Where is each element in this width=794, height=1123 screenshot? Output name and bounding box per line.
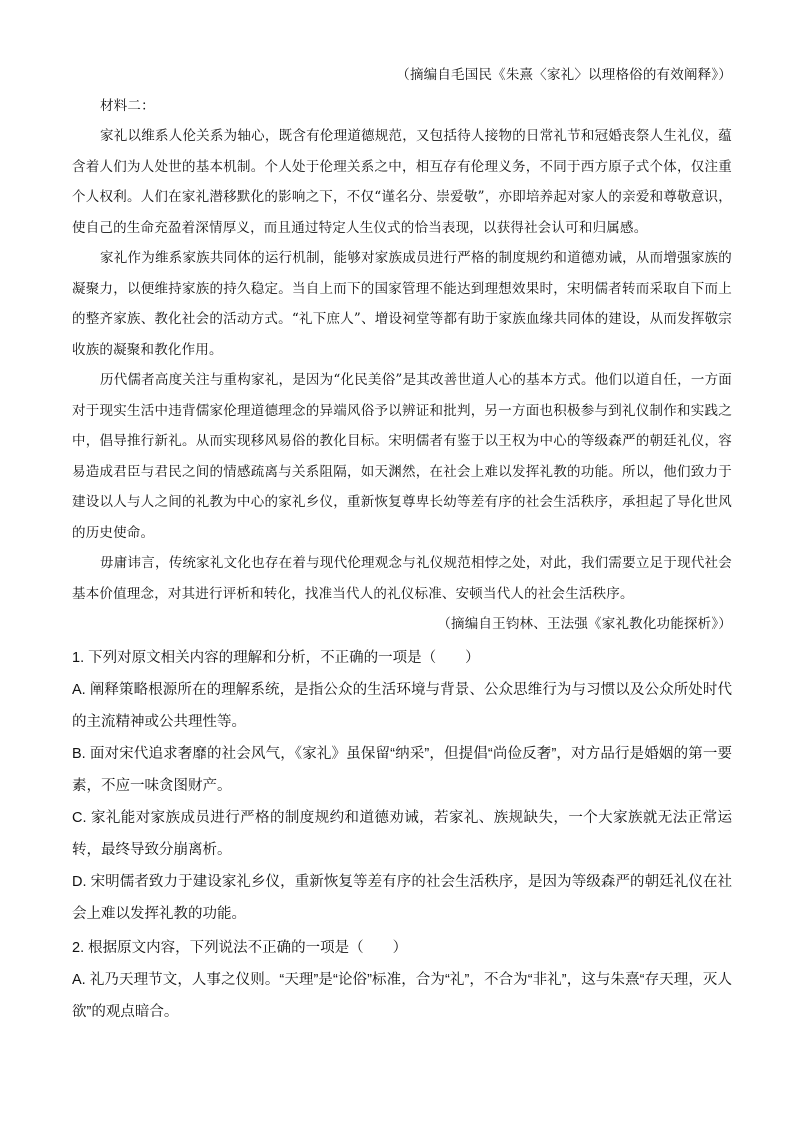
source-citation-2: （摘编自王钧林、王法强《家礼教化功能探析》）: [437, 616, 732, 632]
material-2-paragraph-3: 历代儒者高度关注与重构家礼，是因为“化民美俗”是其改善世道人心的基本方式。他们以道自任，一方面对于现实生活中违背儒家伦理道德理念的异端风俗予以辨证和批判，另一方面也积极参与到礼仪制作和实践之中，倡导推行新礼。从而实现移风易俗的教化目标。宋明儒者有鉴于以王权为中心的等级森严的朝廷礼仪，容易造成君臣与君民之间的情感疏离与关系阻隔，如天渊然，在社会上难以发挥礼教的功能。所以，他们致力于建设以人与人之间的礼教为中心的家礼乡仪，重新恢复尊卑长幼等差有序的社会生活秩序，承担起了导化世风的历史使命。: [72, 372, 732, 541]
document-page: [72, 60, 732, 1028]
question-1: [72, 642, 732, 930]
material-2-label: 材料二：: [100, 97, 155, 114]
question-2: [72, 932, 732, 1028]
material-2-paragraph-1: 家礼以维系人伦关系为轴心，既含有伦理道德规范，又包括待人接物的日常礼节和冠婚丧祭人生礼仪，蕴含着人们为人处世的基本机制。个人处于伦理关系之中，相互存有伦理义务，不同于西方原子式个体，仅注重个人权利。人们在家礼潜移默化的影响之下，不仅“谨名分、崇爱敬”，亦即培养起对家人的亲爱和尊敬意识，使自己的生命充盈着深情厚义，而且通过特定人生仪式的恰当表现，以获得社会认可和归属感。: [72, 128, 732, 236]
question-1-option-d: D. 宋明儒者致力于建设家礼乡仪，重新恢复等差有序的社会生活秩序，是因为等级森严的朝廷礼仪在社会上难以发挥礼教的功能。: [72, 873, 732, 922]
question-2-stem: 2. 根据原文内容，下列说法不正确的一项是（ ）: [72, 939, 408, 956]
question-1-option-c: C. 家礼能对家族成员进行严格的制度规约和道德劝诫，若家礼、族规缺失，一个大家族就无法正常运转，最终导致分崩离析。: [72, 809, 732, 858]
material-2-paragraph-4: 毋庸讳言，传统家礼文化也存在着与现代伦理观念与礼仪规范相悖之处，对此，我们需要立足于现代社会基本价值理念，对其进行评析和转化，找准当代人的礼仪标准、安顿当代人的社会生活秩序。: [72, 555, 732, 602]
question-1-option-a: A. 阐释策略根源所在的理解系统，是指公众的生活环境与背景、公众思维行为与习惯以及公众所处时代的主流精神或公共理性等。: [72, 681, 732, 730]
material-2-paragraph-2: 家礼作为维系家族共同体的运行机制，能够对家族成员进行严格的制度规约和道德劝诫，从而增强家族的凝聚力，以便维持家族的持久稳定。当自上而下的国家管理不能达到理想效果时，宋明儒者转而采取自下而上的整齐家族、教化社会的活动方式。“礼下庶人”、增设祠堂等都有助于家族血缘共同体的建设，从而发挥敬宗收族的凝聚和教化作用。: [72, 250, 732, 358]
question-1-option-b: B. 面对宋代追求奢靡的社会风气，《家礼》虽保留“纳采”，但提倡“尚俭反奢”，对方品行是婚姻的第一要素，不应一味贪图财产。: [72, 745, 732, 794]
question-1-stem: 1. 下列对原文相关内容的理解和分析，不正确的一项是（ ）: [72, 649, 480, 666]
source-citation-1: （摘编自毛国民《朱熹〈家礼〉以理格俗的有效阐释》）: [396, 67, 732, 83]
question-2-option-a: A. 礼乃天理节文，人事之仪则。“天理”是“论俗”标准，合为“礼”，不合为“非礼”，这与朱熹“存天理，灭人欲”的观点暗合。: [72, 971, 732, 1020]
